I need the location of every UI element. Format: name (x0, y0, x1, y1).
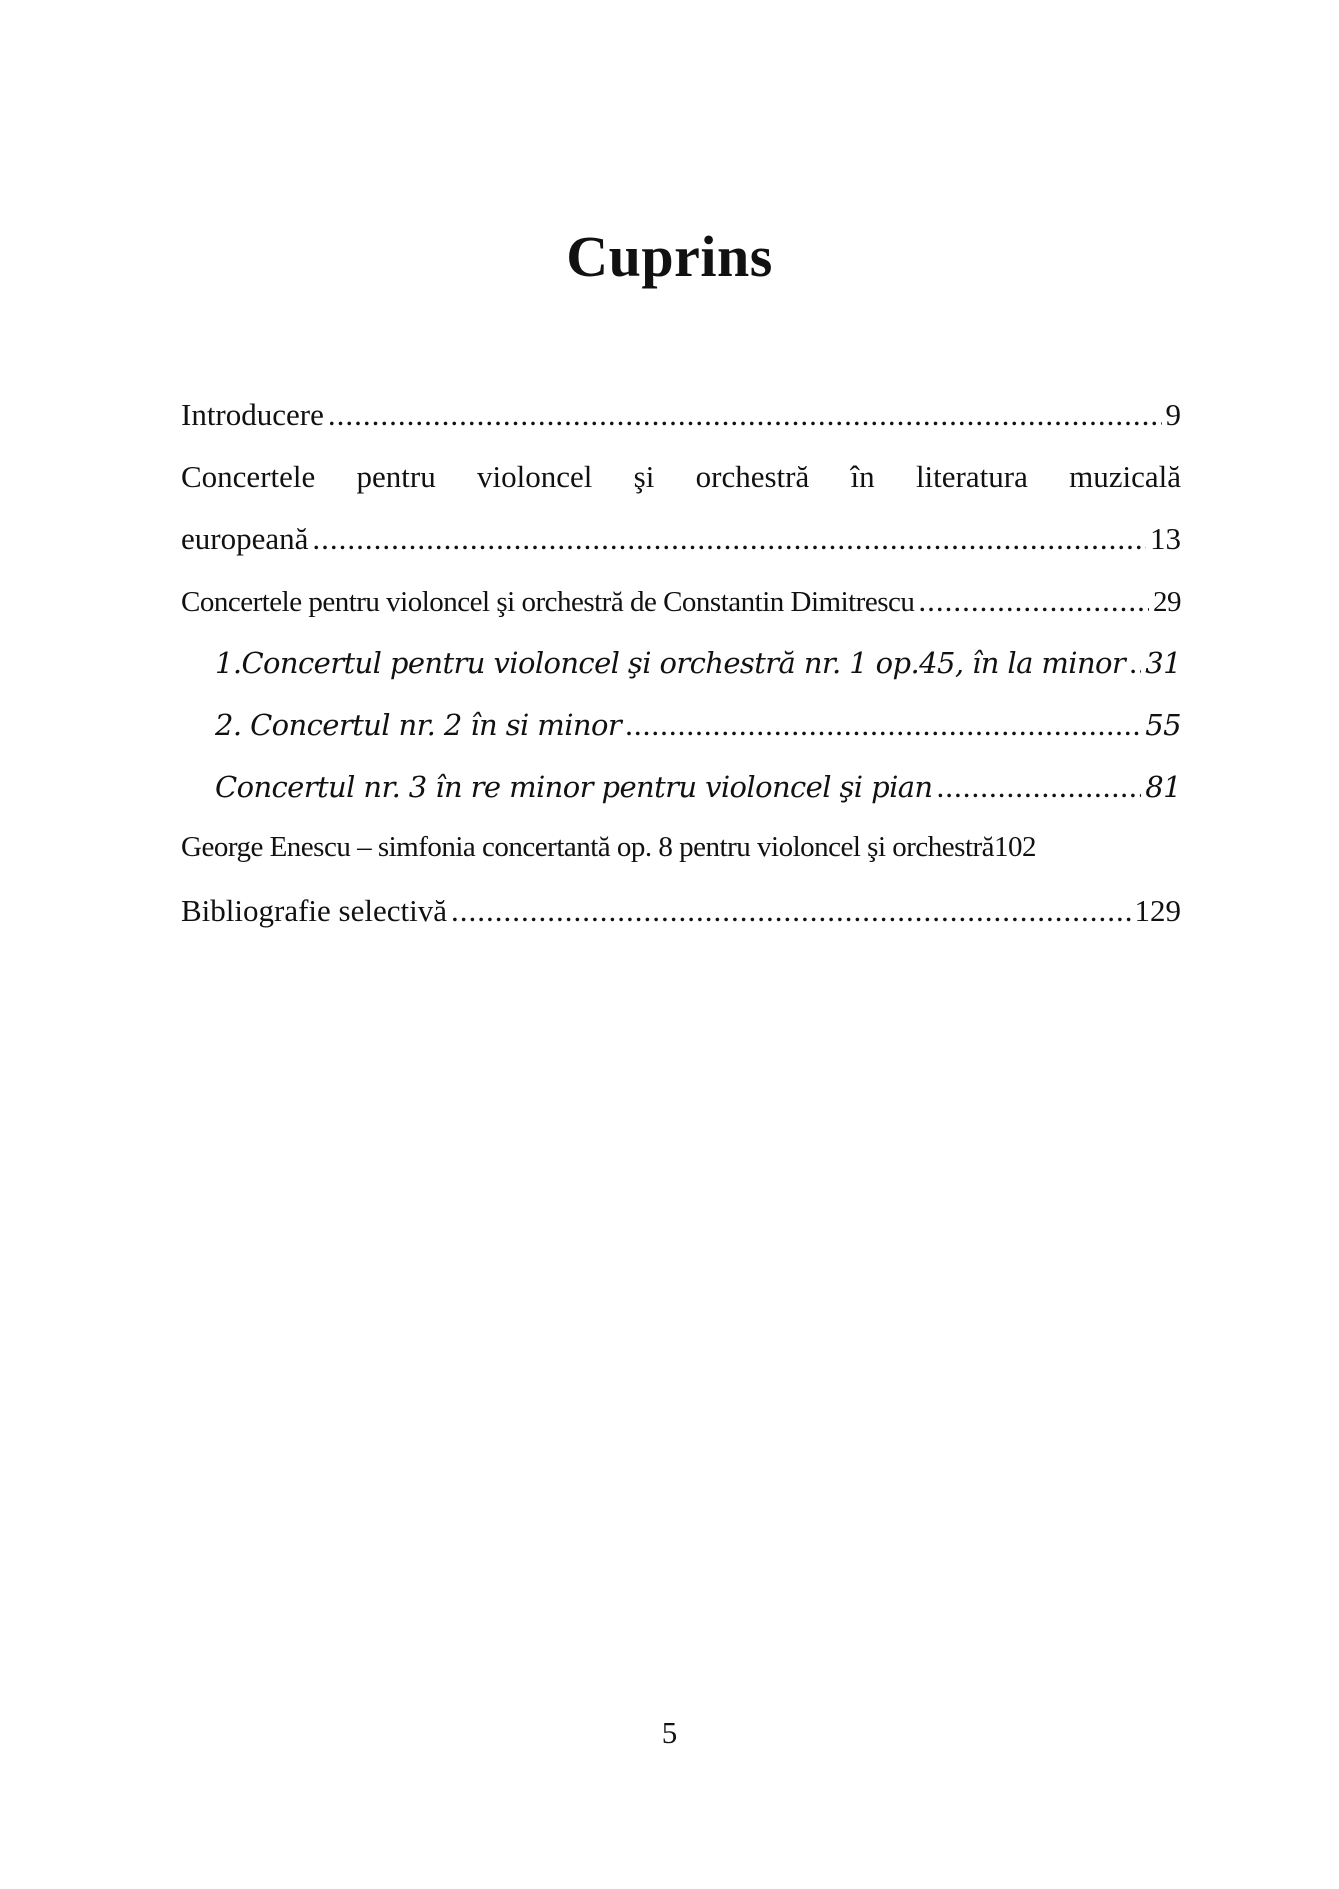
toc-entry-label: Introducere (181, 397, 324, 432)
toc-dot-leader (1129, 645, 1141, 681)
toc-entry-page: 55 (1145, 708, 1181, 742)
toc-entry-label: Concertele pentru violoncel şi orchestră în literatura muzicală (181, 459, 1181, 494)
toc-entry-label: Concertele pentru violoncel şi orchestră de Constantin Dimitrescu (181, 586, 915, 618)
toc-dot-leader (918, 583, 1149, 619)
toc-subentry-concertul-2[interactable] (181, 707, 1181, 769)
toc-entry-label: George Enescu – simfonia concertantă op. 8 pentru violoncel şi orchestră (181, 831, 995, 863)
toc-entry-page: 102 (994, 831, 1037, 863)
toc-entry-concertele-europeana-line1[interactable] (181, 459, 1181, 521)
toc-dot-leader (312, 521, 1146, 557)
toc-entry-bibliografie[interactable] (181, 893, 1181, 955)
table-of-contents (181, 397, 1181, 955)
page-number: 5 (661, 1715, 678, 1750)
toc-entry-concertele-europeana-line2[interactable] (181, 521, 1181, 583)
toc-dot-leader (937, 769, 1142, 805)
toc-entry-page: 9 (1165, 397, 1181, 432)
toc-dot-leader (451, 893, 1131, 929)
page-title: Cuprins (566, 224, 773, 289)
toc-entry-constantin-dimitrescu[interactable] (181, 583, 1181, 645)
toc-entry-introducere[interactable] (181, 397, 1181, 459)
toc-entry-label: 1.Concertul pentru violoncel şi orchestră nr. 1 op.45, în la minor (215, 646, 1126, 680)
toc-entry-page: 81 (1145, 770, 1181, 804)
toc-subentry-concertul-1[interactable] (181, 645, 1181, 707)
toc-entry-page: 31 (1145, 646, 1181, 680)
toc-subentry-concertul-3[interactable] (181, 769, 1181, 831)
toc-entry-page: 29 (1153, 586, 1181, 618)
toc-entry-label: europeană (181, 521, 309, 556)
toc-entry-label: 2. Concertul nr. 2 în si minor (215, 708, 622, 742)
toc-entry-page: 129 (1134, 893, 1181, 928)
toc-entry-label: Concertul nr. 3 în re minor pentru violoncel şi pian (215, 770, 933, 804)
toc-entry-page: 13 (1150, 521, 1181, 556)
toc-entry-label: Bibliografie selectivă (181, 893, 447, 928)
toc-dot-leader (328, 397, 1162, 433)
toc-dot-leader (625, 707, 1141, 743)
toc-entry-george-enescu[interactable] (181, 831, 1181, 893)
